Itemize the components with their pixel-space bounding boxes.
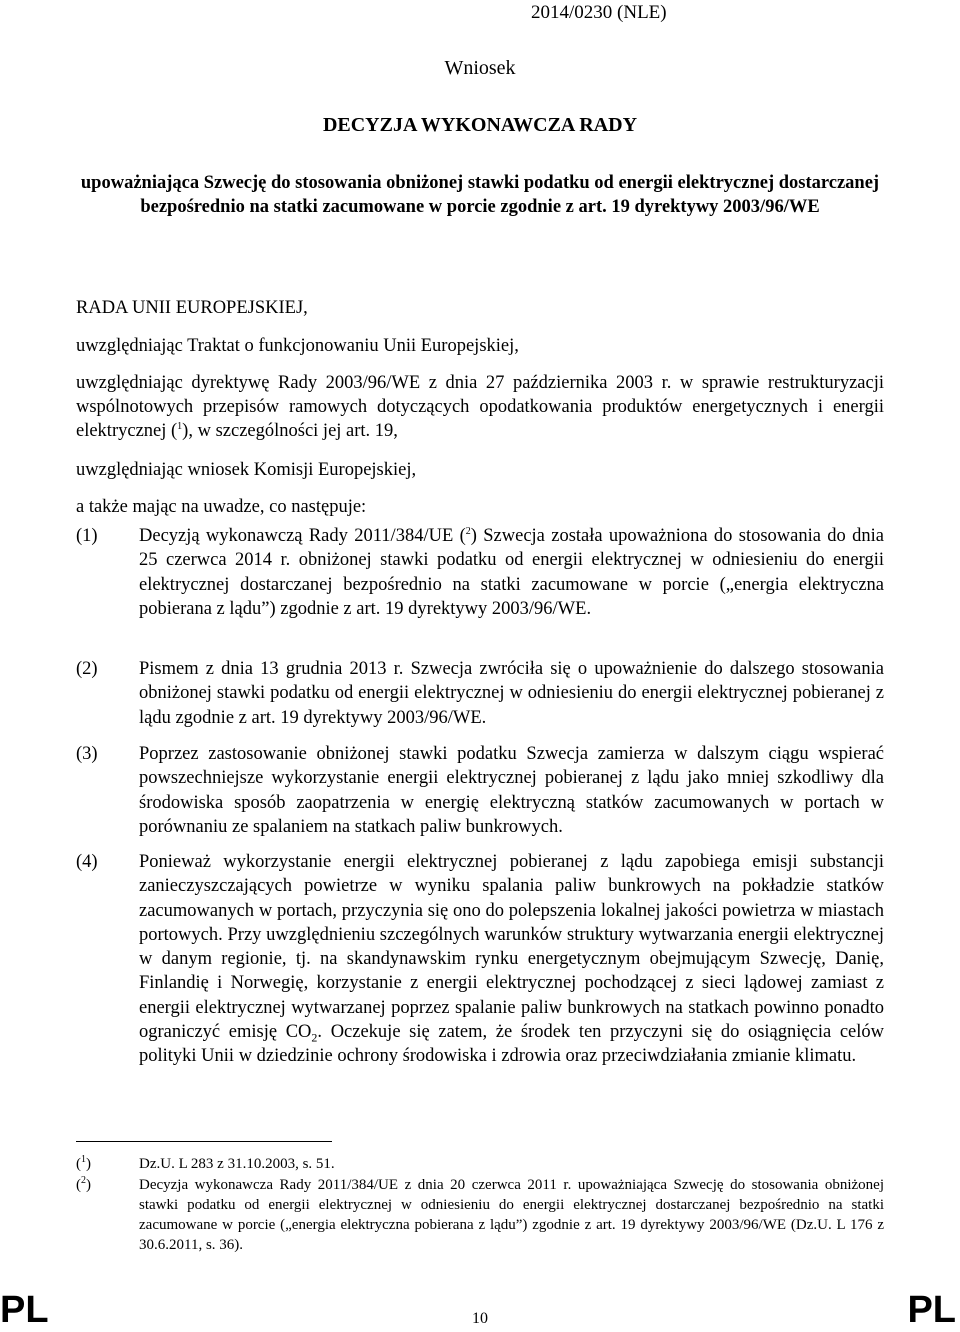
treaty-line: uwzględniając Traktat o funkcjonowaniu Unii Europejskiej,: [76, 336, 519, 356]
document-subtitle: upoważniająca Szwecję do stosowania obniżonej stawki podatku od energii elektrycznej dostarczanej bezpośrednio na statki zacumowane w porcie zgodnie z art. 19 dyrektywy 2003/96/WE: [80, 173, 880, 217]
footnote-2: [76, 1175, 884, 1255]
recital-2: [76, 657, 884, 730]
directive-text-end: ), w szczególności jej art. 19,: [182, 421, 398, 441]
footnote-text: Decyzja wykonawcza Rady 2011/384/UE z dnia 20 czerwca 2011 r. upoważniająca Szwecję do stosowania obniżonej stawki podatku od energii elektrycznej w odniesieniu do energii elektrycznej dostarczanej bezpośrednio na statki zacumowane w porcie („energia elektryczna pobierana z lądu”) zgodnie z art. 19 dyrektywy 2003/96/WE (Dz.U. L 176 z 30.6.2011, s. 36).: [139, 1177, 884, 1253]
recital-number: (1): [76, 526, 98, 546]
recital-number: (3): [76, 744, 98, 764]
recital-text: Decyzją wykonawczą Rady 2011/384/UE ($^2$) Szwecja została upoważniona do stosowania do dnia 25 czerwca 2014 r. obniżonej stawki podatku od energii elektrycznej w odniesieniu do energii elektrycznej dostarczanej bezpośrednio na statki zacumowane w porcie („energia elektryczna pobierana z lądu”) zgodnie z art. 19 dyrektywy 2003/96/WE.: [139, 525, 884, 619]
council-line: RADA UNII EUROPEJSKIEJ,: [76, 298, 308, 318]
recital-text: Ponieważ wykorzystanie energii elektrycznej pobieranej z lądu zapobiega emisji substancji zanieczyszczających powietrze w wyniku spalania paliw bunkrowych na pokładzie statków zacumowanych w portach, przyczynia się ono do polepszenia lokalnej jakości powietrza w miastach portowych. Przy uwzględnieniu szczególnych warunków struktury wytwarzania energii elektrycznej w danym regionie, tj. na skandynawskim rynku energetycznym obejmującym Szwecję, Danię, Finlandię i Norwegię, korzystanie z energii elektrycznej pochodzącej z sieci lądowej zamiast z energii elektrycznej wytwarzanej poprzez spalanie paliw bunkrowych na statkach powinno ponadto ograniczyć emisję $CO_2$. Oczekuje się zatem, że środek ten przyczyni się do osiągnięcia celów polityki Unii w dziedzinie ochrony środowiska i zdrowia oraz przeciwdziałania zmianie klimatu.: [139, 852, 884, 1067]
document-title: DECYZJA WYKONAWCZA RADY: [322, 114, 638, 136]
recital-text: Poprzez zastosowanie obniżonej stawki podatku Szwecja zamierza w dalszym ciągu wspierać powszechniejsze wykorzystanie energii elektrycznej pobieranej z lądu jako mniej szkodliwy dla środowiska sposób zaopatrzenia w energię elektryczną statków zacumowanych w portach w porównaniu ze spalaniem na statkach paliw bunkrowych.: [139, 744, 884, 837]
commission-line: uwzględniając wniosek Komisji Europejskiej,: [76, 460, 417, 480]
language-code-right: PL: [907, 1289, 956, 1331]
recital-number: (2): [76, 659, 98, 679]
footnote-number: ($^1$): [76, 1154, 91, 1172]
directive-citation: [76, 371, 884, 443]
footnote-separator: [76, 1141, 332, 1142]
recital-1: [76, 524, 884, 621]
recital-text: Pismem z dnia 13 grudnia 2013 r. Szwecja zwróciła się o upoważnienie do dalszego stosowania obniżonej stawki podatku od energii elektrycznej w odniesieniu do energii elektrycznej pobieranej z lądu zgodnie z art. 19 dyrektywy 2003/96/WE.: [139, 659, 884, 728]
footnote-number: ($^2$): [76, 1175, 91, 1193]
footnote-ref-2[interactable]: 2: [465, 525, 471, 537]
footnote-1: [76, 1154, 884, 1174]
footnote-ref-1[interactable]: 1: [177, 420, 183, 432]
recital-4: [76, 850, 884, 1069]
recital-number: (4): [76, 852, 98, 872]
language-code-left: PL: [0, 1289, 49, 1331]
directive-text-start: uwzględniając dyrektywę Rady 2003/96/WE z dnia 27 października 2003 r. w sprawie restrukturyzacji wspólnotowych przepisów ramowych dotyczących opodatkowania produktów energetycznych i energii elektrycznej (: [76, 373, 884, 441]
proposal-label: Wniosek: [444, 57, 516, 79]
recital-3: [76, 742, 884, 839]
page-number: 10: [472, 1310, 488, 1327]
document-reference: 2014/0230 (NLE): [531, 2, 667, 23]
whereas-line: a także mając na uwadze, co następuje:: [76, 497, 367, 517]
footnote-text: Dz.U. L 283 z 31.10.2003, s. 51.: [139, 1156, 335, 1172]
